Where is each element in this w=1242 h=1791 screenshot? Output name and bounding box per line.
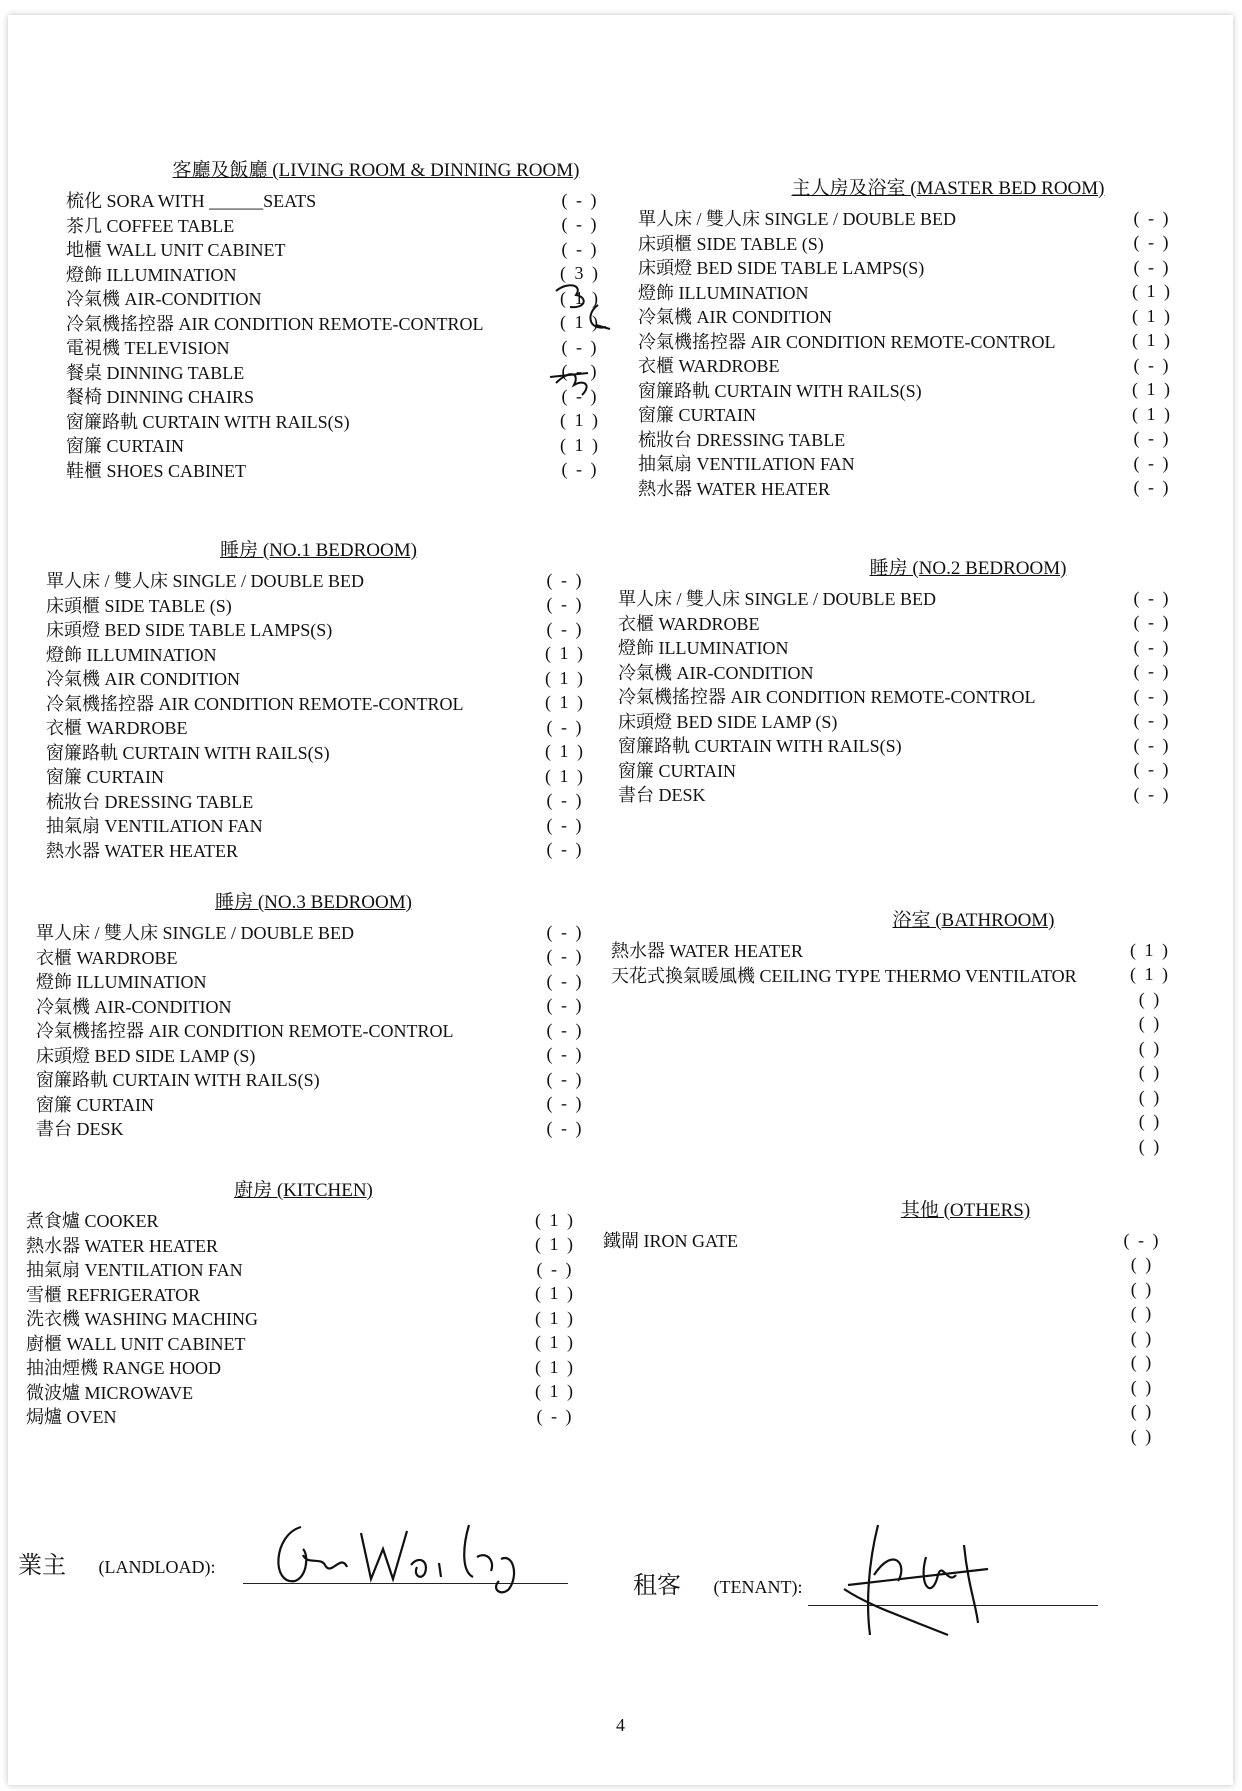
inventory-row [618,586,1178,611]
item-label: 抽氣扇 VENTILATION FAN [638,454,855,475]
item-quantity: ( 1 ) [1132,305,1172,326]
item-quantity: ( 1 ) [535,1381,575,1402]
item-label: 冷氣機搖控器 AIR CONDITION REMOTE-CONTROL [36,1021,454,1042]
section-title: 客廳及飯廳 (LIVING ROOM & DINNING ROOM) [172,160,580,181]
item-label: 單人床 / 雙人床 SINGLE / DOUBLE BED [36,923,354,944]
item-quantity: ( - ) [1133,256,1171,277]
section-living-room [66,155,606,482]
section-title: 主人房及浴室 (MASTER BED ROOM) [791,178,1105,199]
inventory-row [26,1233,581,1258]
item-quantity: ( - ) [1133,428,1171,449]
page-number: 4 [616,1715,625,1735]
item-label: 單人床 / 雙人床 SINGLE / DOUBLE BED [46,571,364,592]
item-label: 單人床 / 雙人床 SINGLE / DOUBLE BED [638,209,956,230]
item-quantity: ( - ) [546,1068,584,1089]
handwritten-note-mark [548,273,638,403]
inventory-row [611,1110,1176,1135]
section-bedroom-1 [46,535,591,862]
section-bathroom [611,905,1176,1159]
item-quantity: ( - ) [561,214,599,235]
inventory-row [26,1355,581,1380]
inventory-row [638,255,1178,280]
item-label: 茶几 COFFEE TABLE [66,215,235,236]
inventory-row [611,1012,1176,1037]
item-label: 燈飾 ILLUMINATION [638,282,809,303]
item-label: 抽氣扇 VENTILATION FAN [46,816,263,837]
item-quantity: ( ) [1130,1278,1154,1299]
inventory-row [638,451,1178,476]
tenant-label-en: (TENANT): [713,1577,803,1597]
item-quantity: ( ) [1138,1111,1162,1132]
inventory-row [618,782,1178,807]
item-quantity: ( ) [1138,1013,1162,1034]
item-quantity: ( ) [1130,1376,1154,1397]
tenant-signature-line [633,1565,802,1600]
item-quantity: ( - ) [1133,759,1171,780]
section-title: 睡房 (NO.2 BEDROOM) [869,558,1067,579]
inventory-row [46,568,591,593]
item-quantity: ( 1 ) [535,1234,575,1255]
item-quantity: ( - ) [536,1405,574,1426]
item-label: 窗簾 CURTAIN [66,436,184,457]
inventory-row [26,1306,581,1331]
inventory-row [638,304,1178,329]
item-label: 衣櫃 WARDROBE [36,947,178,968]
item-quantity: ( 1 ) [1132,281,1172,302]
inventory-row [638,476,1178,501]
item-quantity: ( - ) [561,238,599,259]
inventory-row [603,1375,1168,1400]
item-label: 熱水器 WATER HEATER [611,941,803,962]
item-quantity: ( 1 ) [560,312,600,333]
item-label: 燈飾 ILLUMINATION [36,972,207,993]
section-title: 睡房 (NO.3 BEDROOM) [215,892,412,913]
inventory-row [46,813,591,838]
inventory-row [46,789,591,814]
item-label: 抽氣扇 VENTILATION FAN [26,1260,243,1281]
item-label: 雪櫃 REFRIGERATOR [26,1284,201,1305]
inventory-row [603,1277,1168,1302]
item-quantity: ( 1 ) [545,692,585,713]
item-label: 窗簾 CURTAIN [46,767,164,788]
inventory-row [638,231,1178,256]
item-label: 冷氣機 AIR-CONDITION [36,996,232,1017]
inventory-row [618,684,1178,709]
landlord-signature-line [18,1545,215,1580]
item-label: 燈飾 ILLUMINATION [618,638,789,659]
item-quantity: ( 1 ) [545,643,585,664]
item-quantity: ( - ) [546,995,584,1016]
item-quantity: ( 1 ) [1130,939,1170,960]
inventory-row [603,1228,1168,1253]
item-label: 冷氣機 AIR-CONDITION [66,289,262,310]
item-quantity: ( 1 ) [545,667,585,688]
item-quantity: ( - ) [546,569,584,590]
item-label: 窗簾 CURTAIN [638,405,756,426]
item-label: 洗衣機 WASHING MACHING [26,1309,258,1330]
inventory-row [46,691,591,716]
inventory-row [66,237,606,262]
inventory-row [638,402,1178,427]
item-label: 床頭燈 BED SIDE LAMP (S) [36,1045,256,1066]
item-label: 抽油煙機 RANGE HOOD [26,1358,221,1379]
item-quantity: ( - ) [546,790,584,811]
inventory-row [46,593,591,618]
inventory-row [36,1092,591,1117]
item-quantity: ( - ) [561,385,599,406]
inventory-row [46,617,591,642]
item-quantity: ( - ) [1133,354,1171,375]
item-quantity: ( ) [1130,1425,1154,1446]
inventory-row [26,1380,581,1405]
item-quantity: ( ) [1130,1401,1154,1422]
inventory-row [36,945,591,970]
item-label: 天花式換氣暖風機 CEILING TYPE THERMO VENTILATOR [611,965,1077,986]
inventory-row [603,1400,1168,1425]
item-label: 梳妝台 DRESSING TABLE [46,791,254,812]
inventory-row [638,329,1178,354]
item-quantity: ( - ) [1133,232,1171,253]
inventory-row [618,660,1178,685]
item-quantity: ( 1 ) [560,434,600,455]
item-quantity: ( 1 ) [535,1283,575,1304]
inventory-row [26,1257,581,1282]
inventory-row [46,642,591,667]
item-quantity: ( - ) [1133,710,1171,731]
item-label: 衣櫃 WARDROBE [618,613,760,634]
item-label: 冷氣機搖控器 AIR CONDITION REMOTE-CONTROL [46,693,464,714]
tenant-signature [838,1505,1028,1645]
inventory-row [26,1331,581,1356]
item-quantity: ( - ) [1133,587,1171,608]
item-quantity: ( ) [1130,1254,1154,1275]
inventory-row [603,1424,1168,1449]
item-quantity: ( ) [1138,1037,1162,1058]
item-label: 床頭燈 BED SIDE TABLE LAMPS(S) [638,258,925,279]
item-quantity: ( 1 ) [1132,379,1172,400]
item-label: 床頭燈 BED SIDE LAMP (S) [618,711,838,732]
item-label: 梳化 SORA WITH ______SEATS [66,191,317,212]
inventory-row [638,353,1178,378]
inventory-row [36,1067,591,1092]
item-label: 微波爐 MICROWAVE [26,1382,194,1403]
item-quantity: ( ) [1130,1352,1154,1373]
item-label: 鞋櫃 SHOES CABINET [66,460,247,481]
inventory-row [603,1302,1168,1327]
item-label: 冷氣機 AIR CONDITION [638,307,832,328]
inventory-row [66,311,606,336]
item-label: 窗簾路軌 CURTAIN WITH RAILS(S) [618,736,902,757]
inventory-row [66,335,606,360]
item-label: 衣櫃 WARDROBE [46,718,188,739]
inventory-row [66,360,606,385]
inventory-row [36,969,591,994]
item-quantity: ( - ) [1123,1229,1161,1250]
section-master-bedroom [638,173,1178,500]
item-quantity: ( - ) [1133,734,1171,755]
item-quantity: ( - ) [561,336,599,357]
item-label: 餐椅 DINNING CHAIRS [66,387,254,408]
item-label: 床頭櫃 SIDE TABLE (S) [46,595,232,616]
item-quantity: ( - ) [536,1258,574,1279]
item-label: 窗簾路軌 CURTAIN WITH RAILS(S) [66,411,350,432]
item-quantity: ( 1 ) [1130,964,1170,985]
item-label: 書台 DESK [618,785,706,806]
item-quantity: ( - ) [546,814,584,835]
inventory-row [611,1061,1176,1086]
item-label: 窗簾 CURTAIN [36,1094,154,1115]
item-quantity: ( - ) [546,1093,584,1114]
inventory-row [603,1351,1168,1376]
inventory-row [66,286,606,311]
section-title: 睡房 (NO.1 BEDROOM) [220,540,417,561]
item-label: 煮食爐 COOKER [26,1211,159,1232]
inventory-row [46,740,591,765]
item-quantity: ( ) [1138,1062,1162,1083]
landlord-signature [263,1505,543,1600]
inventory-row [36,994,591,1019]
item-label: 熱水器 WATER HEATER [26,1235,218,1256]
inventory-row [46,715,591,740]
item-label: 鐵閘 IRON GATE [603,1231,738,1252]
inventory-row [66,384,606,409]
landlord-label-zh: 業主 [18,1553,66,1579]
item-label: 單人床 / 雙人床 SINGLE / DOUBLE BED [618,589,936,610]
inventory-row [26,1404,581,1429]
inventory-row [638,206,1178,231]
item-label: 熱水器 WATER HEATER [46,840,238,861]
item-label: 冷氣機 AIR CONDITION [46,669,240,690]
inventory-row [66,213,606,238]
inventory-row [66,458,606,483]
inventory-row [46,666,591,691]
inventory-row [611,1036,1176,1061]
landlord-label-en: (LANDLOAD): [98,1557,216,1577]
item-quantity: ( - ) [1133,636,1171,657]
inventory-row [618,709,1178,734]
item-label: 地櫃 WALL UNIT CABINET [66,240,286,261]
item-quantity: ( 1 ) [545,765,585,786]
item-label: 燈飾 ILLUMINATION [46,644,217,665]
item-label: 冷氣機搖控器 AIR CONDITION REMOTE-CONTROL [66,313,484,334]
item-quantity: ( 1 ) [535,1356,575,1377]
item-quantity: ( - ) [546,716,584,737]
inventory-row [66,262,606,287]
item-quantity: ( - ) [561,459,599,480]
item-label: 窗簾 CURTAIN [618,760,736,781]
item-quantity: ( 1 ) [535,1209,575,1230]
item-quantity: ( - ) [546,921,584,942]
item-label: 書台 DESK [36,1119,124,1140]
item-quantity: ( - ) [546,1117,584,1138]
item-quantity: ( - ) [1133,612,1171,633]
item-quantity: ( 1 ) [560,410,600,431]
item-quantity: ( - ) [546,839,584,860]
item-label: 衣櫃 WARDROBE [638,356,780,377]
section-others [603,1195,1168,1449]
item-label: 餐桌 DINNING TABLE [66,362,245,383]
item-label: 冷氣機搖控器 AIR CONDITION REMOTE-CONTROL [638,331,1056,352]
item-label: 冷氣機 AIR-CONDITION [618,662,814,683]
item-quantity: ( 3 ) [560,263,600,284]
inventory-row [611,938,1176,963]
inventory-row [36,920,591,945]
inventory-row [638,427,1178,452]
item-quantity: ( - ) [546,594,584,615]
inventory-row [618,758,1178,783]
section-bedroom-3 [36,887,591,1141]
item-quantity: ( - ) [546,946,584,967]
item-label: 焗爐 OVEN [26,1407,117,1428]
item-label: 床頭櫃 SIDE TABLE (S) [638,233,824,254]
section-title: 其他 (OTHERS) [900,1200,1031,1221]
inventory-row [603,1253,1168,1278]
item-quantity: ( ) [1138,988,1162,1009]
item-label: 窗簾路軌 CURTAIN WITH RAILS(S) [36,1070,320,1091]
inventory-row [46,764,591,789]
item-quantity: ( 1 ) [1132,330,1172,351]
inventory-row [66,433,606,458]
item-label: 床頭燈 BED SIDE TABLE LAMPS(S) [46,620,333,641]
inventory-row [36,1116,591,1141]
item-quantity: ( - ) [1133,477,1171,498]
item-label: 熱水器 WATER HEATER [638,478,830,499]
item-label: 電視機 TELEVISION [66,338,230,359]
inventory-row [638,378,1178,403]
inventory-row [26,1282,581,1307]
section-title: 浴室 (BATHROOM) [892,910,1055,931]
item-label: 梳妝台 DRESSING TABLE [638,429,846,450]
item-quantity: ( 1 ) [535,1307,575,1328]
item-quantity: ( - ) [1133,207,1171,228]
item-quantity: ( - ) [546,970,584,991]
inventory-row [618,733,1178,758]
item-quantity: ( ) [1138,1086,1162,1107]
inventory-row [618,611,1178,636]
inventory-row [66,188,606,213]
item-quantity: ( - ) [546,1044,584,1065]
item-quantity: ( 1 ) [1132,403,1172,424]
item-quantity: ( 1 ) [560,287,600,308]
item-label: 燈飾 ILLUMINATION [66,264,237,285]
item-label: 窗簾路軌 CURTAIN WITH RAILS(S) [46,742,330,763]
inventory-row [36,1018,591,1043]
item-quantity: ( - ) [561,189,599,210]
tenant-label-zh: 租客 [633,1573,681,1599]
item-quantity: ( - ) [546,1019,584,1040]
item-quantity: ( - ) [1133,661,1171,682]
item-quantity: ( ) [1138,1135,1162,1156]
item-quantity: ( - ) [561,361,599,382]
item-quantity: ( - ) [1133,452,1171,473]
item-quantity: ( - ) [1133,685,1171,706]
inventory-row [46,838,591,863]
item-quantity: ( - ) [546,618,584,639]
inventory-row [603,1326,1168,1351]
section-title: 廚房 (KITCHEN) [234,1180,373,1201]
section-bedroom-2 [618,553,1178,807]
item-quantity: ( ) [1130,1327,1154,1348]
item-label: 廚櫃 WALL UNIT CABINET [26,1333,246,1354]
inventory-row [638,280,1178,305]
inventory-row [611,963,1176,988]
inventory-row [36,1043,591,1068]
inventory-row [618,635,1178,660]
item-label: 窗簾路軌 CURTAIN WITH RAILS(S) [638,380,922,401]
document-page [8,15,1233,1785]
item-quantity: ( - ) [1133,783,1171,804]
item-label: 冷氣機搖控器 AIR CONDITION REMOTE-CONTROL [618,687,1036,708]
inventory-row [611,987,1176,1012]
inventory-row [611,1134,1176,1159]
item-quantity: ( 1 ) [535,1332,575,1353]
inventory-row [26,1208,581,1233]
inventory-row [66,409,606,434]
item-quantity: ( ) [1130,1303,1154,1324]
item-quantity: ( 1 ) [545,741,585,762]
section-kitchen [26,1175,581,1429]
inventory-row [611,1085,1176,1110]
